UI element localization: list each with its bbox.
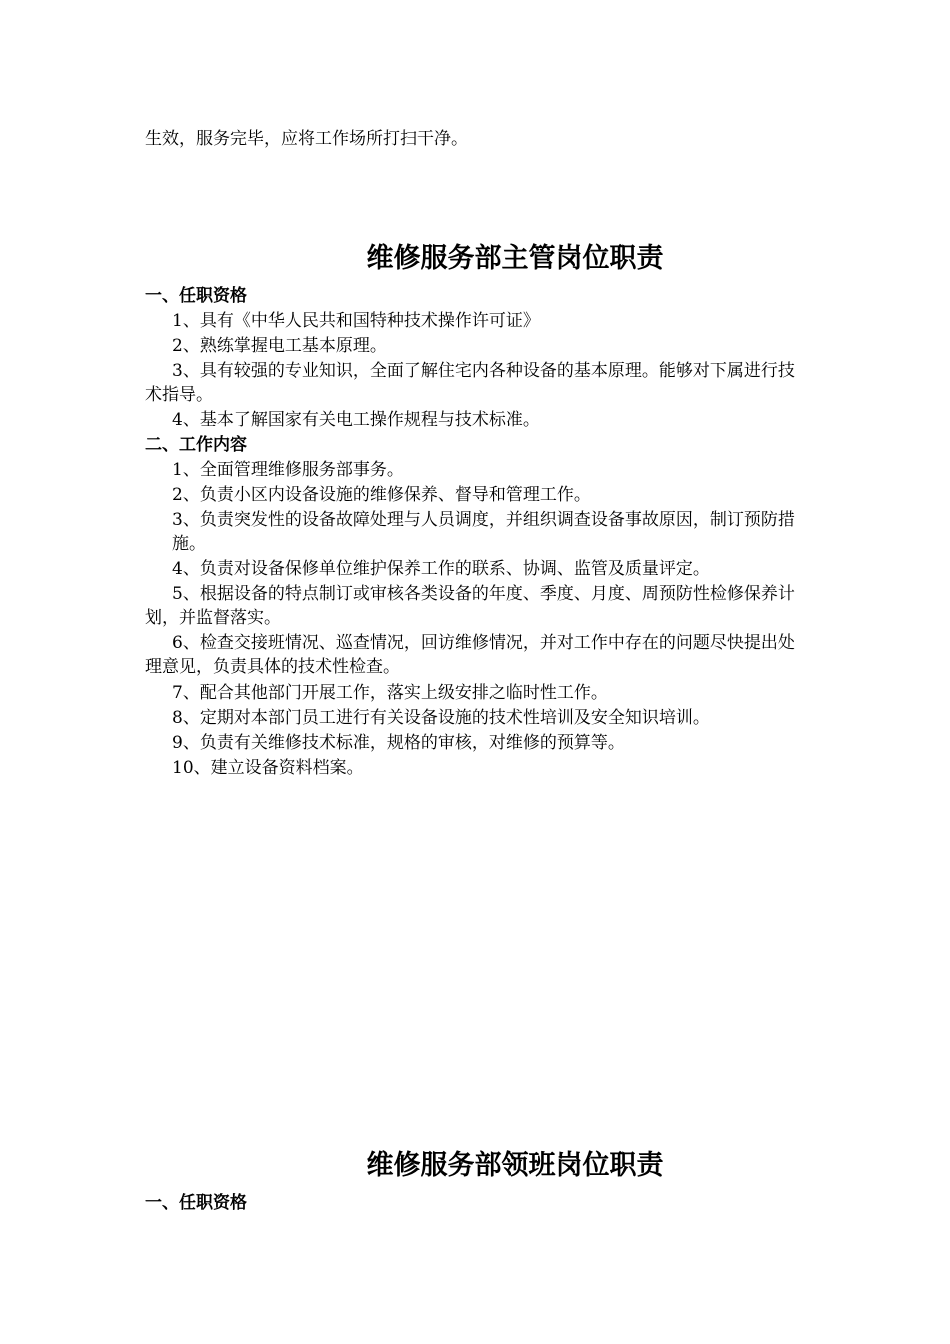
doc1-section2-title: 二、工作内容 [145,435,247,455]
doc1-section1-item: 2、熟练掌握电工基本原理。 [172,336,387,356]
doc1-section2-item: 1、全面管理维修服务部事务。 [172,460,404,480]
doc2-section1-title: 一、任职资格 [145,1193,247,1213]
doc1-section2-item: 6、检查交接班情况、巡查情况，回访维修情况，并对工作中存在的问题尽快提出处理意见，负责具体的技术性检查。 [145,633,795,677]
doc1-section1-title: 一、任职资格 [145,286,247,306]
doc1-section1-item: 1、具有《中华人民共和国特种技术操作许可证》 [172,311,540,331]
doc1-section1-item: 4、基本了解国家有关电工操作规程与技术标准。 [172,410,540,430]
doc1-section2-item: 9、负责有关维修技术标准，规格的审核，对维修的预算等。 [172,733,625,753]
doc2-title: 维修服务部领班岗位职责 [366,1150,664,1181]
doc1-section2-item: 3、负责突发性的设备故障处理与人员调度，并组织调查设备事故原因，制订预防措施。 [172,510,795,554]
doc1-section2-item: 5、根据设备的特点制订或审核各类设备的年度、季度、月度、周预防性检修保养计划，并监督落实。 [145,584,795,628]
doc1-section2-item: 8、定期对本部门员工进行有关设备设施的技术性培训及安全知识培训。 [172,708,710,728]
doc1-section2-item: 10、建立设备资料档案。 [172,758,364,778]
doc1-section2-item: 7、配合其他部门开展工作，落实上级安排之临时性工作。 [172,683,608,703]
doc1-section1-item: 3、具有较强的专业知识，全面了解住宅内各种设备的基本原理。能够对下属进行技术指导。 [145,361,795,405]
doc1-section2-item: 2、负责小区内设备设施的维修保养、督导和管理工作。 [172,485,591,505]
doc1-title: 维修服务部主管岗位职责 [366,243,664,274]
intro-line: 生效，服务完毕，应将工作场所打扫干净。 [145,129,468,149]
doc1-section2-item: 4、负责对设备保修单位维护保养工作的联系、协调、监管及质量评定。 [172,559,710,579]
